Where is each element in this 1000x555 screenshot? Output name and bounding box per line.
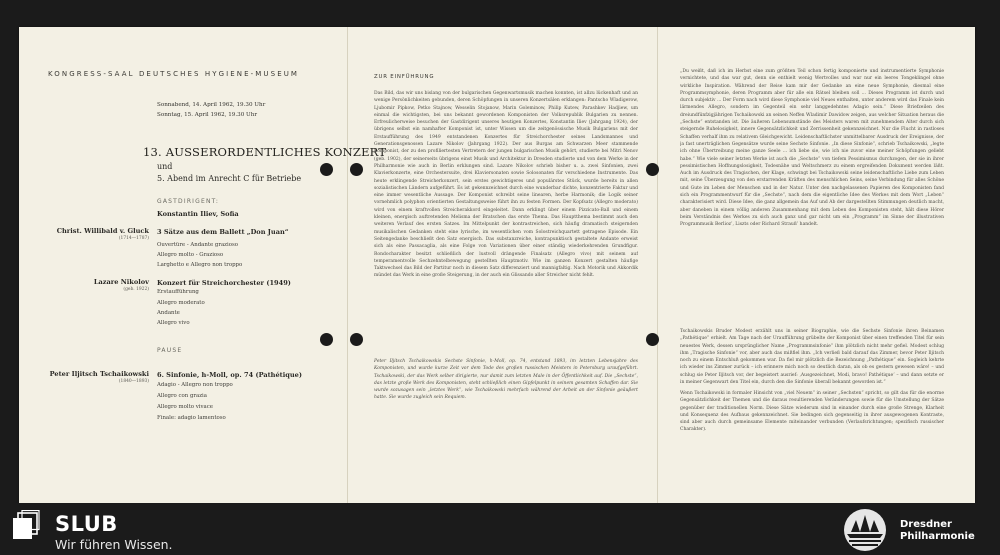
conductor-label: GASTDIRIGENT: [157, 198, 220, 205]
concert-title: 13. AUSSERORDENTLICHES KONZERT [143, 145, 387, 159]
philharmonie-logo-icon [842, 507, 888, 553]
punch-hole [320, 333, 333, 346]
movement: Allegro molto - Grazioso [157, 252, 224, 258]
pause-label: PAUSE [157, 347, 183, 354]
essay-paragraph: Tschaikowskis Bruder Modest erzählt uns in seiner Biographie, wie die Sechste Sinfonie ihren Beinamen „Pathétique“ erhielt. Am Tage nach der Uraufführung grübelte der Komponist über einen treffenden Titel für sein neuestes Werk, dessen ursprünglicher Name „Programmsinfonie“ ihm plötzlich nicht mehr gefiel. Modest schlug ihm „Tragische Sinfonie“ vor, aber auch das mißfiel ihm. „Ich verließ bald darauf das Zimmer, bevor Peter Iljitsch noch zu einem Entschluß gekommen war. Da fiel mir plötzlich die Bezeichnung „Pathétique“ ein. Sogleich kehrte ich wieder ins Zimmer zurück – ich erinnere mich noch so deutlich daran, als ob es gestern gewesen wäre! – und schlug sie Peter Iljitsch vor, der begeistert ausrief: ‚Ausgezeichnet, Modi, bravo! Pathétique‘ – und dann setzte er in meiner Gegenwart den Titel ein, durch den die Sinfonie überall bekannt geworden ist.“ [680, 329, 944, 384]
composer-name: Lazare Nikolov (geb. 1922) [39, 278, 149, 292]
fold-line [347, 27, 348, 503]
conductor-name: Konstantin Iliev, Sofia [157, 210, 239, 218]
venue-heading: KONGRESS-SAAL DEUTSCHES HYGIENE-MUSEUM [48, 70, 300, 78]
composer-block [39, 370, 149, 384]
movement: Allegro moderato [157, 300, 205, 306]
composer-block [39, 227, 149, 241]
movement: Andante [157, 310, 180, 316]
composer-block [39, 278, 149, 292]
punch-hole [350, 333, 363, 346]
movement: Larghetto e Allegro non troppo [157, 262, 243, 268]
slub-logo-text: SLUB [55, 512, 118, 536]
movement: Erstaufführung [157, 289, 199, 295]
work-title: Konzert für Streichorchester (1949) [157, 279, 291, 287]
movement: Allegro con grazia [157, 393, 207, 399]
composer-life: (1840—1893) [118, 379, 149, 384]
composer-life: (1714—1787) [118, 236, 149, 241]
essay-heading: ZUR EINFÜHRUNG [374, 74, 435, 80]
essay-paragraph: Peter Iljitsch Tschaikowskis Sechste Sinfonie, h-Moll, op. 74, entstand 1893, im letzten Lebensjahre des Komponisten, und wurde kurze Zeit vor dem Tode des großen russischen Meisters in Petersburg uraufgeführt. Tschaikowski, der das Werk selber dirigierte, nur damit zum letzten Male in der Öffentlichkeit auf. Die „Sechste“, das letzte große Werk des Komponisten, steht schließlich einen Gipfelpunkt in seinem gesamten Schaffen dar. Sie wurde sozusagen sein „letztes Werk“, wie Tschaikowski mehrfach während der Arbeit an der Sinfonie geäußert hatte. Sie wurde zugleich sein Requiem. [374, 359, 638, 401]
punch-hole [320, 163, 333, 176]
composer-life: (geb. 1922) [123, 287, 149, 292]
essay-paragraph: Das Bild, das wir uns bislang von der bulgarischen Gegenwartsmusik machen konnten, ist allzu lückenhaft und an wenige Persönlichkeiten gebunden, deren Schöpfungen in unseren Konzertsälen erklangen: Pantscho Wladigerow, Ljubomir Pipkow, Petko Stajnow, Wesselin Stojanow, Marin Goleminow, Philip Kutew, Parashkev Hadjiew, um einmal die wichtigsten, bei uns bekannt gewordenen Komponisten der Volksrepublik Bulgarien zu nennen. Erfreulicherweise besuchen der Gastdirigent unseres heutigen Konzertes, Konstantin Iliev (Jahrgang 1924), der übrigens selbst ein namhafter Komponist ist, unter Wissen um die zeitgenössische Musik Bulgariens mit der Erstaufführung des 1949 entstandenen Konzertes für Streichorchester seines Landsmannes und Generationsgenossen Lazare Nikolov (Jahrgang 1922). Der aus Burgas am Schwarzen Meer stammende Komponist, der zu den profiliertesten Vertretern der jungen bulgarischen Musik gehört, studierte bei Mitri Nenov (geb. 1902), der seinerseits übrigens einst Musik und Architektur in Dresden studierte und von dem Werke in der Philharmonie wie auch in Berlin erklungen sind. Lazare Nikolov schrieb bisher u. a. zwei Sinfonien, zwei Klavierkonzerte, eine Orchestersuite, drei Klaviersonaten sowie Solosonaten für verschiedene Instrumente. Das heute erklingende Streicherkonzert, sein erstes gewichtigeres und populärstes Stück, wurde bereits in allen sozialistischen Ländern aufgeführt. Es ist gekennzeichnet durch eine wunderbar dichte, konzentrierte Faktur und eine immer wesentliche Aussage. Der Komponist schreibt seine linearen, herbe Harmonik; die Logik seiner vornehmlich polyphon orientierten Gestaltungsweise führt ihn zu festen Formen. Der Kopfsatz (Allegro moderato) wird von einem kraftvollen Streicherakkord eingeleitet. Dann erklingt über einem Pizzicato-Ball und einem kleinen, energisch auftretenden Melisma der Bratschen das erste Thema. Das Hauptthema bestimmt auch den weiteren Verlauf des ersten Satzes. Im Mittelpunkt der kontrastreichen, sich häufig dramatisch steigernden musikalischen Gedanken steht eine lyrische, im wesentlichen vom Solostreichquartett getragene Episode. Ein Seitengedanke beschließt den Satz energisch. Das substanzreiche, kontrapunktisch gestaltete Andante erweist sich als eine Passacaglia, als eine Folge von Variationen über einer ständig wiederkehrenden Grundfigur. Rondocharakter besitzt schließlich der lustvoll drängende Finalsatz (Allegro vivo) mit seinem auf temperamentvolle Sechzehntelbewegung gestellten Hauptmotiv. Wie im ganzen Konzert gestalten häufige Taktwechsel das Bild der Partitur noch in diesem Satz differenziert und mannigfaltig. Nach Motorik und Akkordik mündet das Werk in eine große Steigerung, in der auch ein Glissando aller Streicher nicht fehlt. [374, 91, 638, 279]
slub-tagline: Wir führen Wissen. [55, 537, 173, 552]
work-title: 3 Sätze aus dem Ballett „Don Juan“ [157, 228, 289, 236]
philharmonie-line2: Philharmonie [900, 531, 975, 542]
fold-line [657, 27, 658, 503]
philharmonie-name [900, 519, 975, 543]
philharmonie-line1: Dresdner [900, 519, 952, 530]
composer-name: Peter Iljitsch Tschaikowski (1840—1893) [39, 370, 149, 384]
work-title: 6. Sinfonie, h-Moll, op. 74 (Pathétique) [157, 371, 302, 379]
concert-date: Sonnabend, 14. April 1962, 19.30 Uhr [157, 102, 266, 108]
punch-hole [350, 163, 363, 176]
essay-paragraph: „Du weißt, daß ich im Herbst eine zum größten Teil schon fertig komponierte und instrumentierte Symphonie vernichtete, und das war gut, denn sie enthielt wenig Wertvolles und war nur ein leeres Tongeklingel ohne wirkliche Inspiration. Während der Reise kam mir der Gedanke an eine neue Symphonie, diesmal eine Programmsymphonie, deren Programm aber für alle ein Rätsel bleiben soll ... Dieses Programm ist durch und durch subjektiv ... Der Form nach wird diese Symphonie viel Neues enthalten, unter anderem wird das Finale kein lärmendes Allegro, sondern im Gegenteil ein sehr langgedehntes Adagio sein.“ Diese Briefzeilen des dreiundfünfzigjährigen Tschaikowski an seinen Neffen Wladimir Dawidow zeigen, aus welcher Situation heraus die „Sechste“ entstanden ist. Die äußeren Lebensumstände des Meisters waren mit zunehmendem Alter durch sich steigernde Ruhelosigkeit, innere Gegensätzlichkeit und Zerrissenheit gekennzeichnet. Nur die Flucht in rastloses Schaffen verhalf ihm zu relativem Gleichgewicht. Leidenschaftlichster unmittelbarer Ausdruck der Ereignisse, der ja fast unerträglichen Gegensätze wurde seine Sechste Sinfonie. „In diese Sinfonie“, schrieb Tschaikowski, „legte ich ohne Übertreibung meine ganze Seele ... ich liebe sie, wie ich nie zuvor eine meiner Schöpfungen geliebt habe.“ Wie viele seiner letzten Werke ist auch die „Sechste“ von tiefem Pessimismus durchzogen, der sie in ihrer pessimistischen Hoffnungslosigkeit, Todesnähe und Weltschmerz zu einem ergreifenden Dokument werden läßt. Auch im Ausdruck des Tragischen, der Klage, schwingt bei Tschaikowski seine leidenschaftliche Liebe zum Leben mit, seine Überzeugung von den erstarrenden Kräften des menschlichen Seins, seine Verbindung für alles Schöne und Gute im Leben der Menschen und in der Natur. Unter den nachgelassenen Papieren des Komponisten fand sich ein Programmentwurf für die „Sechste“, nach dem die eigentliche Idee des Werkes mit dem Wort „Leben“ charakterisiert wird. Diese Idee, die ganz allgemein das Auf und Ab der dargestellten Stimmungen deutlich macht, aber daneben in einem völlig anderen Zusammenhang mit dem Leben des Komponisten steht, hält diese Hörer beim Verständnis des Werkes zu sich auch ganz und gar nicht um ein „Programm“ im Sinne der illustrativen Programmusik Berlioz’, Liszts oder Richard Strauß’ handelt. [680, 69, 944, 228]
title-conjunction: und [157, 162, 173, 171]
concert-date: Sonntag, 15. April 1962, 19.30 Uhr [157, 112, 258, 118]
movement: Allegro molto vivace [157, 404, 213, 410]
punch-hole [646, 333, 659, 346]
movement: Adagio - Allegro non troppo [157, 382, 233, 388]
movement: Allegro vivo [157, 320, 190, 326]
punch-hole [646, 163, 659, 176]
movement: Finale: adagio lamentoso [157, 415, 226, 421]
composer-name: Christ. Willibald v. Gluck (1714—1787) [39, 227, 149, 241]
slub-logo-icon [12, 510, 40, 540]
concert-subtitle: 5. Abend im Anrecht C für Betriebe [157, 174, 302, 183]
essay-paragraph: Wenn Tschaikowski in formaler Hinsicht von „viel Neuem“ in seiner „Sechsten“ spricht, so gilt das für die enorme Gegensätzlichkeit der Themen und die daraus resultierenden Veränderungen sowie für die Umstellung der Sätze gegenüber der traditionellen Norm. Diese Sätze wiederum sind in einander durch eine große Strenge, Klarheit und Konsequenz des Aufbaus gekennzeichnet. Sie bedingen sich gegenseitig in ihrer ausgewogenen Kontraste, sind aber auch durch gemeinsame Elemente miteinander verbunden (Verlaufsrichtungen; spezifisch russischer Charakter). [680, 391, 944, 433]
movement: Ouvertüre - Andante grazioso [157, 242, 238, 248]
